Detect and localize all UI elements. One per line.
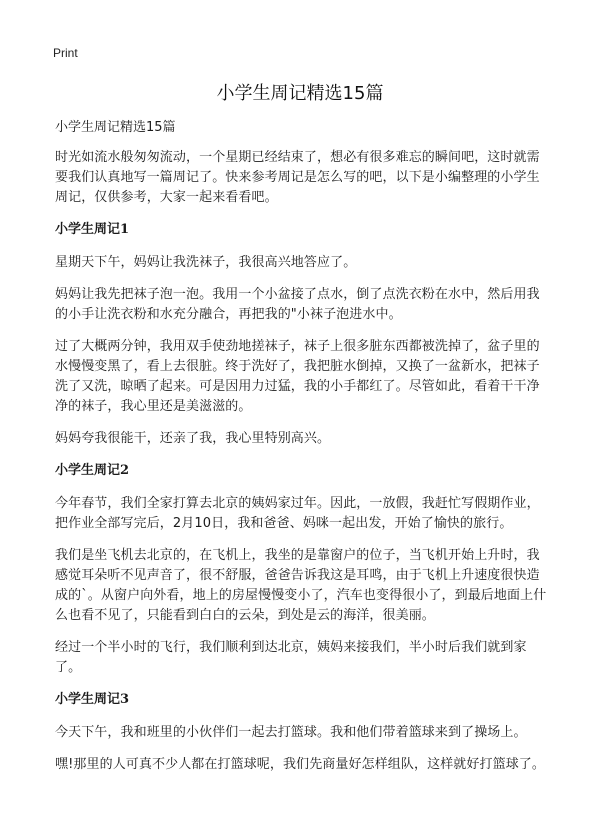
section-3: [55, 690, 550, 775]
section-heading: 小学生周记2: [55, 463, 130, 478]
document-subtitle: 小学生周记精选15篇: [55, 120, 176, 135]
document-title: 小学生周记精选15篇: [216, 83, 384, 104]
document-body: [55, 118, 550, 787]
section-1: [55, 220, 550, 449]
paragraph: 嘿!那里的人可真不少人都在打篮球呢，我们先商量好怎样组队，这样就好打篮球了。: [55, 757, 546, 772]
paragraph: 妈妈让我先把袜子泡一泡。我用一个小盆接了点水，倒了点洗衣粉在水中，然后用我的小手让洗衣粉和水充分融合，再把我的"小袜子泡进水中。: [55, 287, 540, 322]
paragraph: 我们是坐飞机去北京的，在飞机上，我坐的是靠窗户的位子，当飞机开始上升时，我感觉耳朵听不见声音了，很不舒服，爸爸告诉我这是耳鸣，由于飞机上升速度很快造成的`。从窗户向外看，地上的房屋慢慢变小了，汽车也变得很小了，到最后地面上什么也看不见了，只能看到白白的云朵，到处是云的海洋，很美丽。: [55, 548, 547, 623]
paragraph: 今天下午，我和班里的小伙伴们一起去打篮球。我和他们带着篮球来到了操场上。: [55, 725, 527, 740]
section-heading: 小学生周记3: [55, 692, 130, 707]
paragraph: 过了大概两分钟，我用双手使劲地搓袜子，袜子上很多脏东西都被洗掉了，盆子里的水慢慢变黑了，看上去很脏。终于洗好了，我把脏水倒掉，又换了一盆新水，把袜子洗了又洗，晾晒了起来。可是因用力过猛，我的小手都红了。尽管如此，看着干干净净的袜子，我心里还是美滋滋的。: [55, 339, 540, 414]
paragraph: 星期天下午，妈妈让我洗袜子，我很高兴地答应了。: [55, 255, 357, 270]
paragraph: 经过一个半小时的飞行，我们顺利到达北京，姨妈来接我们，半小时后我们就到家了。: [55, 640, 527, 675]
paragraph: 妈妈夸我很能干，还亲了我，我心里特别高兴。: [55, 431, 331, 446]
paragraph: 今年春节，我们全家打算去北京的姨妈家过年。因此，一放假，我赶忙写假期作业，把作业全部写完后，2月10日，我和爸爸、妈咪一起出发，开始了愉快的旅行。: [55, 496, 540, 531]
section-2: [55, 461, 550, 678]
section-heading: 小学生周记1: [55, 222, 130, 237]
intro-paragraph: 时光如流水般匆匆流动，一个星期已经结束了，想必有很多难忘的瞬间吧，这时就需要我们认真地写一篇周记了。快来参考周记是怎么写的吧，以下是小编整理的小学生周记，仅供参考，大家一起来看看吧。: [55, 150, 540, 205]
print-link[interactable]: Print: [53, 46, 78, 60]
